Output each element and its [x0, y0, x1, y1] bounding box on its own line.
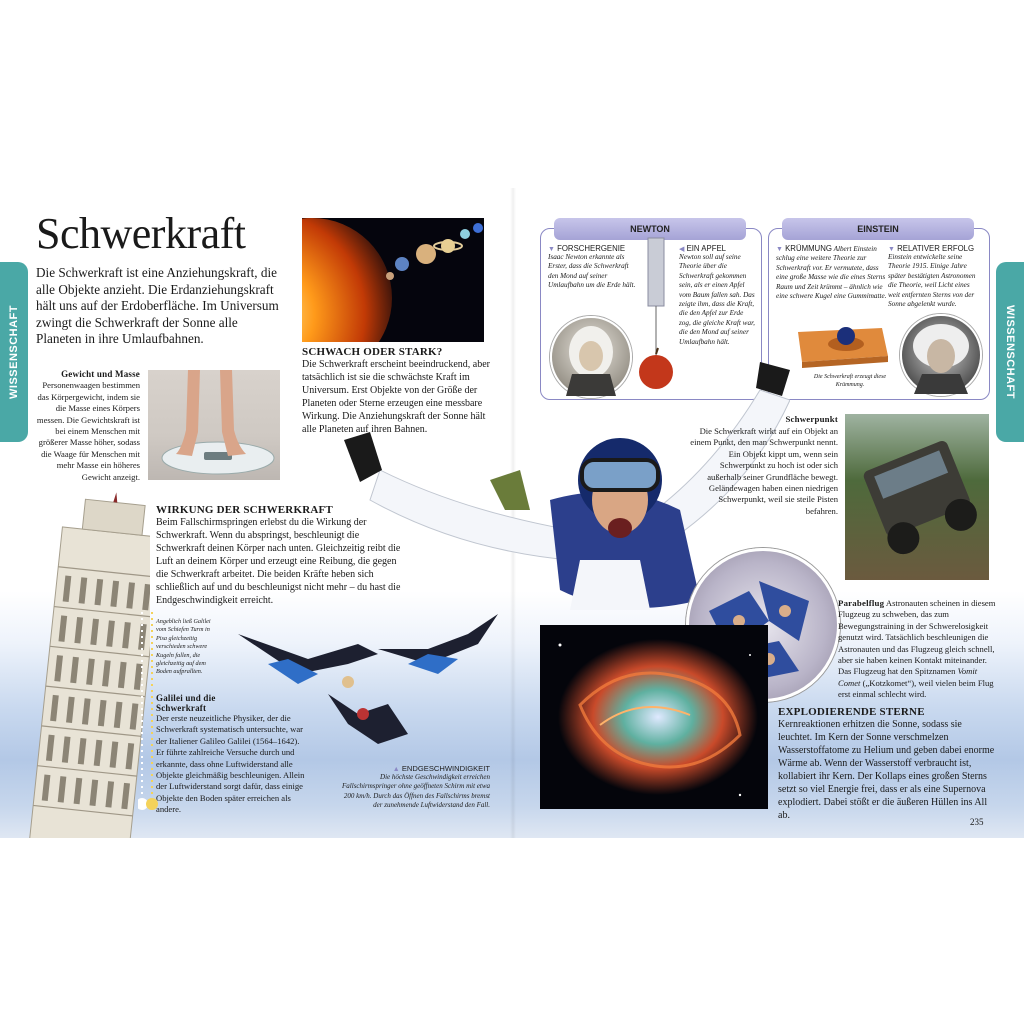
solar-system-illustration: [302, 218, 484, 342]
einstein-col1-heading-row: [776, 244, 832, 253]
exploding-stars-text: Kernreaktionen erhitzen die Sonne, sodass sie leuchtet. Im Kern der Sonne verschmelzen Wasserstoffatome zu Helium und geben dabei enorme Wärme ab. Wenn der Wasserstoff verbraucht ist, kollabiert ihr Kern. Der Kollaps eines großen Sterns setzt so viel Energie frei, dass er als eine Supernova explodiert. Dabei stößt er die äußeren Hüllen ins All ab.: [778, 719, 995, 821]
gravity-effect-text: Beim Fallschirmspringen erlebst du die Wirkung der Schwerkraft. Wenn du abspringst, beschleunigt die Schwerkraft deinen Körper nach unten. Gleichzeitig reibt die Luft an deinem Körper und erzeugt eine Reibung, die gegen die Schwerkraft arbeitet. Die beiden Kräfte heben sich schließlich auf und du beschleunigst nicht mehr – du hast die Endgeschwindigkeit erreicht.: [156, 517, 401, 606]
newton-col1: [548, 244, 638, 291]
galilei-heading: Galilei und die Schwerkraft: [156, 693, 216, 713]
terminal-velocity-heading-row: [338, 764, 490, 773]
spacetime-curvature-illustration: [790, 318, 892, 368]
parabolic-flight-text-b: („Kotzkomet“), weil vielen beim Flug erst einmal schlecht wird.: [838, 677, 994, 700]
triangle-down-icon: ▼: [776, 246, 783, 253]
center-of-gravity-heading: Schwerpunkt: [785, 414, 838, 424]
supernova-photo: [540, 625, 768, 809]
exploding-stars-heading: EXPLODIERENDE STERNE: [778, 706, 925, 718]
newton-col2-heading: EIN APFEL: [686, 244, 726, 253]
galilei-text: Der erste neuzeitliche Physiker, der die Schwerkraft systematisch untersuchte, war der Italiener Galileo Galilei (1564–1642). Er führte zahlreiche Versuche durch und erkannte, dass ohne Luftwiderstand alle Objekte gleichmäßig beschleunigen. Allein der Luftwiderstand sorgt dafür, dass einige Objekte den Boden später erreichen als andere.: [156, 713, 305, 815]
page-title: Schwerkraft: [36, 209, 246, 258]
terminal-velocity-heading: ENDGESCHWINDIGKEIT: [401, 764, 490, 773]
einstein-col2: [888, 244, 982, 309]
weak-strong-text: Die Schwerkraft erscheint beeindruckend, aber tatsächlich ist sie die schwächste Kraft im Universum. Erst Objekte von der Größe der Planeten oder Sterne erzeugen eine messbare Wirkung. Die Anziehungskraft der Sonne hält alle Planeten auf ihren Bahnen.: [302, 359, 490, 436]
center-of-gravity-block: [760, 414, 838, 424]
einstein-col2-heading: RELATIVER ERFOLG: [897, 244, 975, 253]
einstein-portrait-illustration: [902, 316, 980, 394]
parabolic-flight-text-italic: Vomit Comet: [838, 666, 978, 688]
newton-col2: [679, 244, 755, 347]
newton-tab: NEWTON: [554, 218, 746, 240]
curvature-caption: Die Schwerkraft erzeugt diese Krümmung.: [813, 374, 887, 388]
parabolic-flight-block: [838, 598, 998, 701]
triangle-down-icon: ◀: [679, 246, 685, 253]
newton-col1-text: Isaac Newton erkannte als Erster, dass die Schwerkraft den Mond auf seiner Umlaufbahn um die Erde hält.: [548, 253, 636, 290]
intro-text: Die Schwerkraft ist eine Anziehungskraft, die alle Objekte anzieht. Die Erdanziehungskraft hält uns auf der Erdoberfläche. Im Universum zwingt die Schwerkraft der Sonne alle Planeten in ihre Umlaufbahnen.: [36, 265, 279, 346]
scale-illustration: [148, 370, 280, 480]
skydiver-formation-photo: [228, 604, 508, 754]
offroad-vehicle-photo: [845, 414, 989, 580]
terminal-velocity-text: Die höchste Geschwindigkeit erreichen Fallschirmspringer ohne geöffneten Schirm mit etwa 200 km/h. Durch das Öffnen des Fallschirms bremst der zunehmende Luftwiderstand den Fall.: [342, 773, 490, 809]
center-of-gravity-text: Die Schwerkraft wirkt auf ein Objekt an einem Punkt, den man Schwerpunkt nennt. Ein Objekt kippt um, wenn sein Schwerpunkt zu hoch ist oder sich außerhalb seiner Grundfläche bewegt. Geländewagen haben einen niedrigen Schwerpunkt, weil sie steile Pisten befahren.: [690, 426, 838, 516]
newton-col1-heading: FORSCHERGENIE: [557, 244, 626, 253]
skydiver-formation-illustration: [228, 604, 508, 754]
crab-nebula-illustration: [540, 625, 768, 809]
weak-strong-heading: SCHWACH ODER STARK?: [302, 346, 443, 358]
newton-col2-text: Newton soll auf seine Theorie über die Schwerkraft gekommen sein, als er einen Apfel vom Baum fallen sah. Das zeigte ihm, dass die Kraft, die den Apfel zur Erde zog, die gleiche Kraft war, die den Mond auf seiner Umlaufbahn hält.: [679, 253, 755, 346]
triangle-up-icon: ▲: [392, 766, 400, 773]
offroad-vehicle-illustration: [845, 414, 989, 580]
einstein-col1-heading: KRÜMMUNG: [785, 244, 832, 253]
einstein-col1: [776, 244, 888, 301]
leaning-tower-illustration: [0, 490, 150, 838]
solar-system-photo: [302, 218, 484, 342]
einstein-tab: EINSTEIN: [782, 218, 974, 240]
left-section-tab: [0, 262, 28, 442]
weight-mass-block: [36, 368, 140, 483]
einstein-col2-heading-row: [888, 244, 982, 253]
bathroom-scale-photo: [148, 370, 280, 480]
falling-balls-trail: [138, 612, 158, 812]
einstein-col1-text: Albert Einstein schlug eine weitere Theorie zur Schwerkraft vor. Er vermutete, dass eine große Masse wie die eines Sterns Raum und Zeit krümmt – ähnlich wie eine schwere Kugel eine Gummimatte.: [776, 245, 887, 301]
parabolic-flight-text-a: Astronauten scheinen in diesem Flugzeug zu schweben, das zum Bewegungstraining in der Schwerelosigkeit genutzt wird. Tatsächlich beschleunigen die Astronauten und das Flugzeug gleich schnell, aber sie haben keinen Kontakt miteinander. Das Flugzeug hat den Spitznamen: [838, 598, 996, 677]
newton-tube: [638, 236, 674, 316]
einstein-portrait: [900, 314, 982, 396]
left-tab-label: WISSENSCHAFT: [8, 305, 20, 399]
einstein-col1-body: [776, 244, 888, 301]
einstein-col2-text: Einstein entwickelte seine Theorie 1915. Einige Jahre später bestätigten Astronomen die Theorie, weil Licht eines weit entfernten Sterns von der Sonne abgelenkt wurde.: [888, 253, 976, 309]
exploding-stars-block: [778, 706, 996, 822]
right-tab-label: WISSENSCHAFT: [1004, 305, 1016, 399]
rubber-mat-model: [790, 318, 892, 368]
triangle-down-icon: ▼: [888, 246, 895, 253]
triangle-down-icon: ▼: [548, 246, 555, 253]
gravity-effect-heading: WIRKUNG DER SCHWERKRAFT: [156, 504, 333, 516]
newton-col1-heading-row: [548, 244, 638, 253]
weight-mass-text: Personenwaagen bestimmen das Körpergewicht, indem sie die Masse eines Körpers messen. Die Gewichtskraft ist bei einem Menschen mit größerer Masse höher, sodass die Waage für Menschen mit mehr Masse ein höheres Gewicht anzeigt.: [36, 380, 140, 482]
terminal-velocity-block: [338, 764, 490, 810]
falling-balls-illustration: [138, 612, 158, 812]
page-number: 235: [970, 817, 984, 827]
right-section-tab: [996, 262, 1024, 442]
leaning-tower-photo: [0, 490, 150, 838]
newton-col2-heading-row: [679, 244, 755, 253]
weight-mass-heading: Gewicht und Masse: [61, 369, 140, 379]
pisa-caption: Angeblich ließ Galilei vom Schiefen Turm in Pisa gleichzeitig verschieden schwere Kugeln fallen, die gleichzeitig auf dem Boden aufprallten.: [156, 618, 211, 676]
parabolic-flight-heading: Parabelflug: [838, 598, 885, 608]
